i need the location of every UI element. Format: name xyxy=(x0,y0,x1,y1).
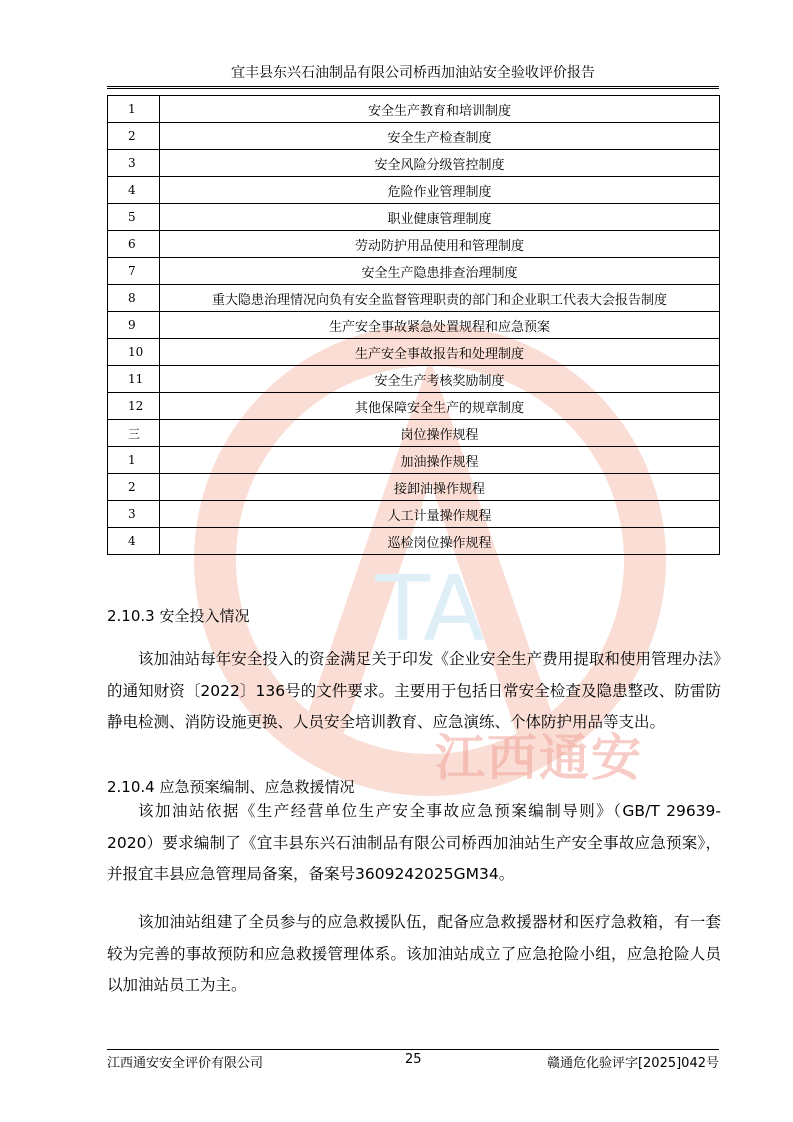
table-row xyxy=(108,150,720,177)
table-row xyxy=(108,285,720,312)
table-row xyxy=(108,96,720,123)
section-2-10-4-paragraph-1: 该加油站依据《生产经营单位生产安全事故应急预案编制导则》（GB/T 29639-2020）要求编制了《宜丰县东兴石油制品有限公司桥西加油站生产安全事故应急预案》，并报宜丰县应急管理局备案，备案号3609242025GM34。 xyxy=(107,802,721,883)
row-rule-name: 安全风险分级管控制度 xyxy=(160,150,720,177)
row-number: 11 xyxy=(108,366,160,393)
header-rule xyxy=(107,88,719,89)
row-rule-name: 职业健康管理制度 xyxy=(160,204,720,231)
row-rule-name: 其他保障安全生产的规章制度 xyxy=(160,393,720,420)
row-number: 4 xyxy=(108,177,160,204)
row-rule-name: 安全生产隐患排查治理制度 xyxy=(160,258,720,285)
row-rule-name: 危险作业管理制度 xyxy=(160,177,720,204)
row-rule-name: 安全生产考核奖励制度 xyxy=(160,366,720,393)
page-number: 25 xyxy=(405,1052,422,1067)
row-number: 1 xyxy=(108,96,160,123)
row-rule-name: 接卸油操作规程 xyxy=(160,474,720,501)
row-number: 10 xyxy=(108,339,160,366)
section-heading-2-10-3: 2.10.3 安全投入情况 xyxy=(107,607,250,625)
rules-table xyxy=(107,95,720,555)
row-rule-name: 生产安全事故紧急处置规程和应急预案 xyxy=(160,312,720,339)
row-number: 2 xyxy=(108,123,160,150)
page-header: 宜丰县东兴石油制品有限公司桥西加油站安全验收评价报告 xyxy=(107,62,719,87)
footer-rule xyxy=(107,1049,719,1050)
table-row xyxy=(108,447,720,474)
row-rule-name: 安全生产教育和培训制度 xyxy=(160,96,720,123)
row-number: 9 xyxy=(108,312,160,339)
row-number: 3 xyxy=(108,150,160,177)
table-row xyxy=(108,420,720,447)
table-row xyxy=(108,123,720,150)
row-rule-name: 重大隐患治理情况向负有安全监督管理职责的部门和企业职工代表大会报告制度 xyxy=(160,285,720,312)
table-row xyxy=(108,339,720,366)
row-rule-name: 生产安全事故报告和处理制度 xyxy=(160,339,720,366)
watermark-text: 江西通安 xyxy=(435,729,643,787)
table-row xyxy=(108,366,720,393)
section-2-10-4-paragraph-2: 该加油站组建了全员参与的应急救援队伍，配备应急救援器材和医疗急救箱，有一套较为完善的事故预防和应急救援管理体系。该加油站成立了应急抢险小组，应急抢险人员以加油站员工为主。 xyxy=(107,913,721,994)
row-number: 6 xyxy=(108,231,160,258)
row-number: 4 xyxy=(108,528,160,555)
table-row xyxy=(108,258,720,285)
footer-doc-number: 赣通危化验评字[2025]042号 xyxy=(546,1056,719,1071)
row-number: 12 xyxy=(108,393,160,420)
table-row xyxy=(108,177,720,204)
watermark-letters: TA xyxy=(375,557,485,662)
row-number: 8 xyxy=(108,285,160,312)
row-rule-name: 安全生产检查制度 xyxy=(160,123,720,150)
row-rule-name: 人工计量操作规程 xyxy=(160,501,720,528)
row-number: 三 xyxy=(108,420,160,447)
table-row xyxy=(108,528,720,555)
row-rule-name: 岗位操作规程 xyxy=(160,420,720,447)
table-row xyxy=(108,312,720,339)
row-rule-name: 加油操作规程 xyxy=(160,447,720,474)
row-number: 5 xyxy=(108,204,160,231)
table-row xyxy=(108,393,720,420)
section-2-10-3-paragraph: 该加油站每年安全投入的资金满足关于印发《企业安全生产费用提取和使用管理办法》的通知财资〔2022〕136号的文件要求。主要用于包括日常安全检查及隐患整改、防雷防静电检测、消防设施更换、人员安全培训教育、应急演练、个体防护用品等支出。 xyxy=(107,650,721,731)
row-number: 1 xyxy=(108,447,160,474)
table-row xyxy=(108,474,720,501)
row-number: 7 xyxy=(108,258,160,285)
table-row xyxy=(108,501,720,528)
table-row xyxy=(108,204,720,231)
row-number: 2 xyxy=(108,474,160,501)
table-row xyxy=(108,231,720,258)
footer-company: 江西通安安全评价有限公司 xyxy=(107,1056,264,1071)
row-number: 3 xyxy=(108,501,160,528)
section-heading-2-10-4: 2.10.4 应急预案编制、应急救援情况 xyxy=(107,778,355,796)
row-rule-name: 巡检岗位操作规程 xyxy=(160,528,720,555)
row-rule-name: 劳动防护用品使用和管理制度 xyxy=(160,231,720,258)
